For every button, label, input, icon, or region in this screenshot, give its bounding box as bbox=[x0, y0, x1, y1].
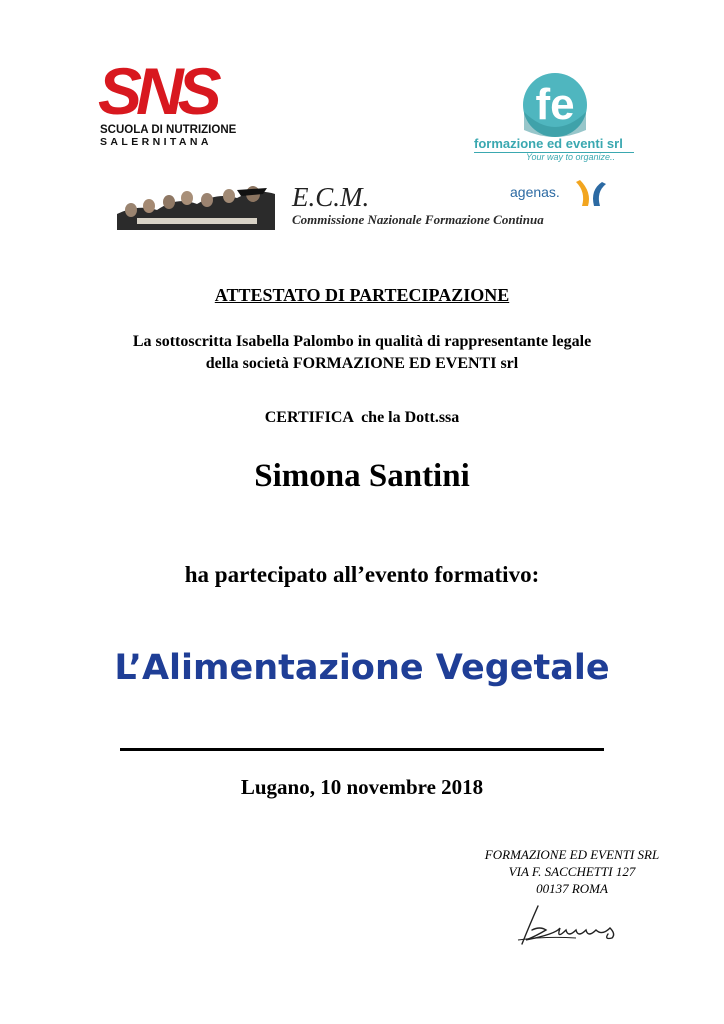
ecm-title: E.C.M. bbox=[292, 182, 370, 212]
certificate-title: ATTESTATO DI PARTECIPAZIONE bbox=[214, 285, 510, 305]
certificate-intro-line1: La sottoscritta Isabella Palombo in qualità di rappresentante legale bbox=[132, 333, 592, 350]
ecm-painting-image bbox=[117, 184, 275, 230]
svg-text:fe: fe bbox=[535, 80, 575, 129]
fe-logo-tagline: Your way to organize.. bbox=[526, 152, 616, 162]
address-line1: FORMAZIONE ED EVENTI SRL bbox=[484, 847, 660, 862]
address-line3: 00137 ROMA bbox=[536, 881, 608, 896]
handwritten-signature bbox=[516, 900, 626, 950]
event-title: L’Alimentazione Vegetale bbox=[114, 648, 610, 688]
address-line2: VIA F. SACCHETTI 127 bbox=[508, 864, 636, 879]
certificate-intro-line2: della società FORMAZIONE ED EVENTI srl bbox=[205, 355, 519, 372]
sns-logo-letters: SNS bbox=[98, 54, 216, 128]
company-address bbox=[450, 846, 694, 897]
sns-logo-line2: SALERNITANA bbox=[100, 136, 212, 148]
certifica-line: CERTIFICA che la Dott.ssa bbox=[264, 409, 460, 426]
fe-logo-mark bbox=[516, 72, 594, 138]
fe-logo bbox=[470, 70, 642, 166]
agenas-logo bbox=[510, 178, 606, 212]
ecm-subtitle: Commissione Nazionale Formazione Continua bbox=[292, 212, 544, 227]
participation-statement: ha partecipato all’evento formativo: bbox=[184, 562, 540, 587]
place-date: Lugano, 10 novembre 2018 bbox=[240, 775, 484, 799]
agenas-logo-mark bbox=[572, 178, 606, 210]
divider-line bbox=[120, 748, 604, 751]
fe-logo-name: formazione ed eventi srl bbox=[474, 136, 623, 151]
agenas-logo-text: agenas. bbox=[510, 184, 560, 200]
certificate-intro bbox=[0, 331, 724, 375]
sns-logo bbox=[98, 54, 237, 150]
recipient-name: Simona Santini bbox=[254, 458, 470, 494]
sns-logo-line1: SCUOLA DI NUTRIZIONE bbox=[100, 124, 237, 136]
